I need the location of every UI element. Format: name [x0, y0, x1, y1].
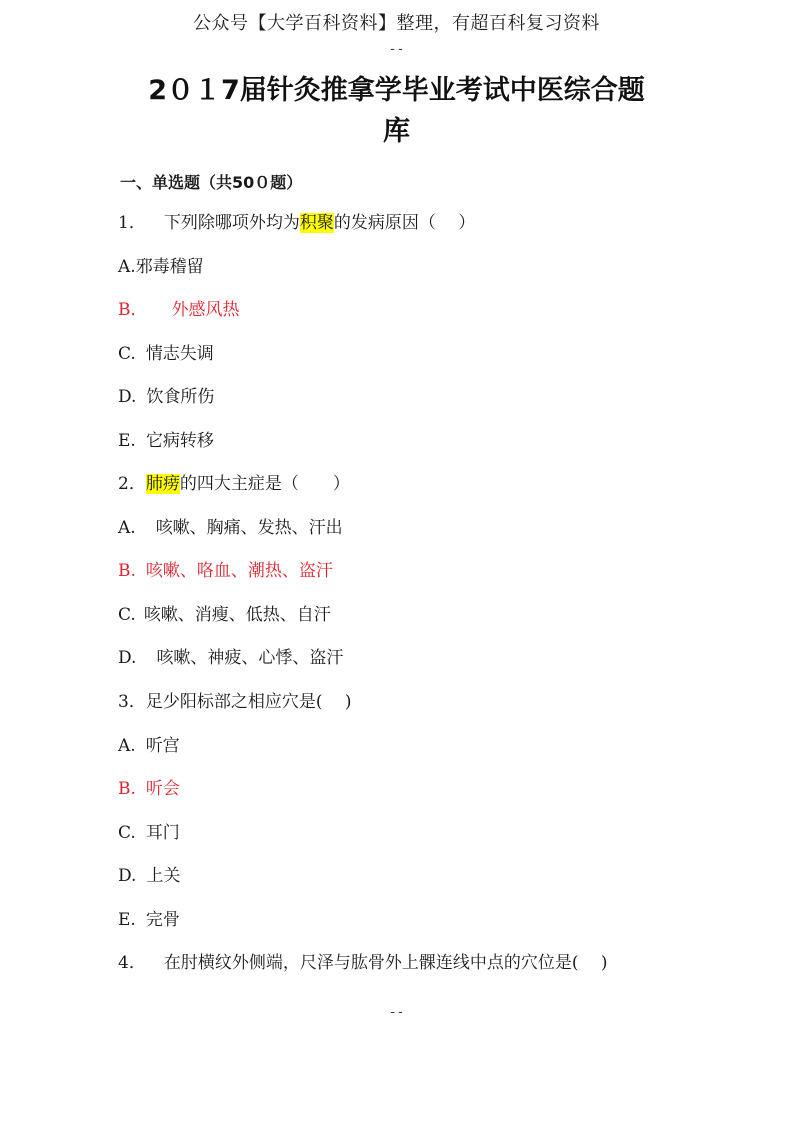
- option-text: 邪毒稽留: [135, 257, 204, 277]
- option-text: 饮食所伤: [146, 387, 215, 407]
- option-label: E.: [118, 431, 136, 451]
- question-4: [118, 948, 608, 973]
- option-label: A.: [118, 736, 136, 756]
- option-2c: [118, 600, 331, 625]
- option-1a: [118, 252, 204, 277]
- option-text: 咳嗽、咯血、潮热、盗汗: [145, 561, 333, 581]
- footer-separator: --: [388, 1005, 405, 1020]
- option-text: 听会: [145, 779, 180, 799]
- question-text-tail: 的发病原因（ ）: [333, 213, 476, 233]
- option-3b-correct: [118, 774, 180, 799]
- option-label: A.: [118, 257, 136, 277]
- option-2d: [118, 643, 343, 668]
- title-line-2: 库: [383, 116, 410, 147]
- highlighted-term: 肺痨: [145, 474, 180, 494]
- option-label: B.: [118, 561, 136, 581]
- question-text: 在肘横纹外侧端，尺泽与肱骨外上髁连线中点的穴位是( ): [163, 953, 608, 973]
- question-number: 3．: [118, 692, 146, 712]
- option-3a: [118, 731, 180, 756]
- option-1b-correct: [118, 295, 240, 320]
- option-1e: [118, 426, 214, 451]
- option-text: 上关: [146, 866, 181, 886]
- question-text: 足少阳标部之相应穴是( ): [145, 692, 352, 712]
- option-text: 外感风热: [171, 300, 240, 320]
- option-text: 完骨: [145, 910, 180, 930]
- option-text: 它病转移: [145, 431, 214, 451]
- question-text-tail: 的四大主症是（ ）: [179, 474, 350, 494]
- option-label: A.: [118, 518, 136, 538]
- option-label: B.: [118, 779, 136, 799]
- option-text: 听宫: [145, 736, 180, 756]
- question-1: [118, 208, 475, 233]
- option-text: 情志失调: [145, 344, 214, 364]
- question-2: [118, 469, 350, 494]
- option-label: E.: [118, 910, 136, 930]
- option-3c: [118, 818, 180, 843]
- page-header-note: 公众号【大学百科资料】整理，有超百科复习资料: [193, 13, 600, 34]
- option-label: D.: [118, 387, 137, 407]
- option-label: C.: [118, 344, 136, 364]
- option-1c: [118, 339, 214, 364]
- option-1d: [118, 382, 214, 407]
- header-separator: --: [388, 42, 405, 57]
- option-label: D.: [118, 866, 137, 886]
- option-2a: [118, 513, 343, 538]
- option-label: C.: [118, 605, 136, 625]
- option-3e: [118, 905, 180, 930]
- question-number: 2．: [118, 474, 146, 494]
- title-line-1: 2０１7届针灸推拿学毕业考试中医综合题: [148, 75, 645, 106]
- question-text: 下列除哪项外均为: [163, 213, 300, 233]
- option-3d: [118, 861, 180, 886]
- option-text: 耳门: [145, 823, 180, 843]
- option-label: B．: [118, 300, 148, 320]
- question-number: 1．: [118, 213, 146, 233]
- option-text: 咳嗽、胸痛、发热、汗出: [155, 518, 343, 538]
- option-text: 咳嗽、神疲、心悸、盗汗: [156, 648, 344, 668]
- question-3: [118, 687, 352, 712]
- page-title: [100, 70, 693, 152]
- option-label: D.: [118, 648, 137, 668]
- section-heading: 一、单选题（共50０题）: [120, 173, 303, 192]
- option-label: C.: [118, 823, 136, 843]
- question-number: 4．: [118, 953, 146, 973]
- highlighted-term: 积聚: [299, 213, 334, 233]
- option-2b-correct: [118, 556, 333, 581]
- option-text: 咳嗽、消瘦、低热、自汗: [143, 605, 331, 625]
